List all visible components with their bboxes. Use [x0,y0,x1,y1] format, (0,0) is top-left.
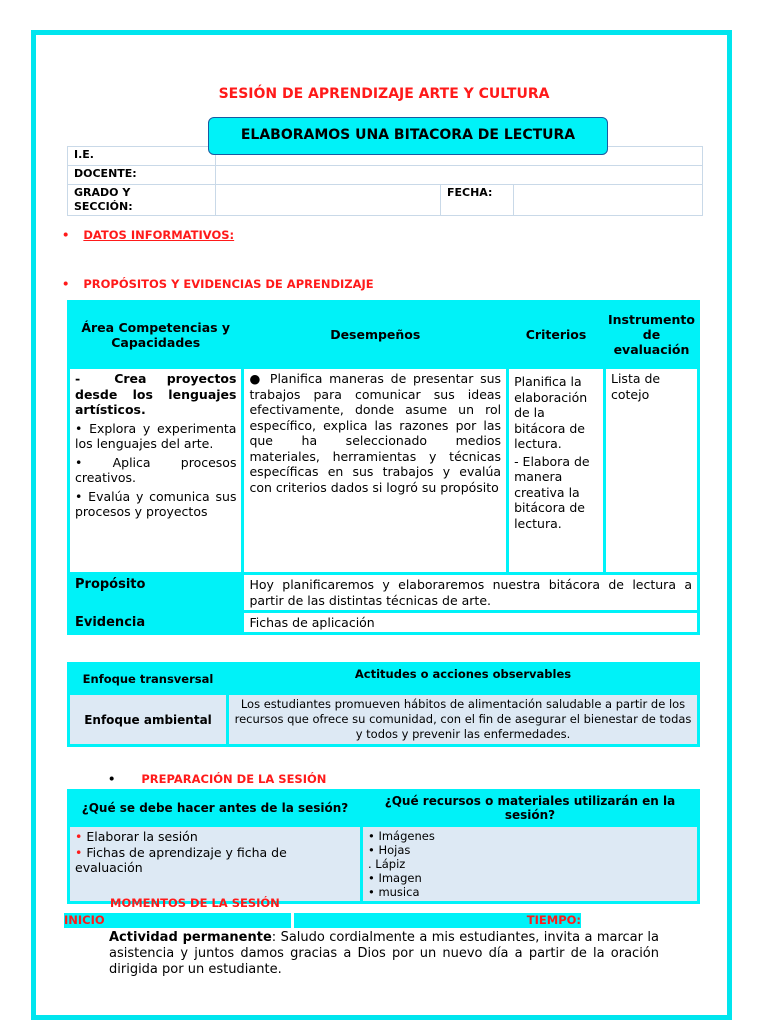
recurso-item: • Imagen [368,871,422,885]
recurso-item: • musica [368,885,420,899]
section-preparacion: • PREPARACIÓN DE LA SESIÓN [108,772,327,786]
preparacion-table [67,789,700,904]
evidencia-text: Fichas de aplicación [243,612,699,634]
header-criterios: Criterios [508,302,605,368]
actividad-text: : Saludo cordialmente a mis estudiantes, invita a marcar la asistencia y juntos damos gracias a Dios por un nuevo día a partir de la oración dirigida por un estudiante. [109,930,659,977]
desempeno-cell: ● Planifica maneras de presentar sus trabajos para comunicar sus ideas efectivamente, donde asume un rol específico, explica las razones por las que ha seleccionado medios materiales, herramientas y técnicas específicas en sus trabajos y evalúa con criterios dados si logró su propósito [243,368,508,574]
inicio-bar [64,913,291,928]
criterios-cell [508,368,605,574]
header-instrumento: Instrumento de evaluación [605,302,699,368]
grado-label: GRADO Y SECCIÓN: [68,185,216,216]
actividad-paragraph [109,930,659,978]
antes-item: • Elaborar la sesión [75,829,198,844]
enfoque-table [67,662,700,747]
recurso-item: . Lápiz [368,857,406,871]
proposito-label: Propósito [69,574,243,612]
info-table [67,146,703,216]
docente-label: DOCENTE: [68,166,216,185]
antes-header: ¿Qué se debe hacer antes de la sesión? [69,791,362,826]
recursos-cell [362,826,699,903]
proposito-text: Hoy planificaremos y elaboraremos nuestra bitácora de lectura a partir de las distintas técnicas de arte. [243,574,699,612]
section-datos: • DATOS INFORMATIVOS: [62,228,235,242]
header-desempenos: Desempeños [243,302,508,368]
grado-value [216,185,441,216]
actividad-label: Actividad permanente [109,930,272,945]
section-momentos: MOMENTOS DE LA SESIÓN [110,896,280,910]
competencia-title: - Crea proyectos desde los lenguajes artísticos. [75,371,237,417]
evidencia-label: Evidencia [69,612,243,634]
fecha-value [514,185,703,216]
actitudes-text: Los estudiantes promueven hábitos de alimentación saludable a partir de los recursos que ofrece su comunidad, con el fin de asegurar el bienestar de todas y todos y prevenir las enfermedades. [228,694,699,746]
competencia-cell [69,368,243,574]
enfoque-header: Enfoque transversal [69,664,228,694]
criterio-item: - Elabora de manera creativa la bitácora de lectura. [514,453,590,531]
fecha-label: FECHA: [441,185,514,216]
tiempo-label: TIEMPO: [526,913,581,927]
header-area: Área Competencias y Capacidades [69,302,243,368]
instrumento-cell: Lista de cotejo [605,368,699,574]
session-banner: ELABORAMOS UNA BITACORA DE LECTURA [208,117,608,155]
capacidad-item: • Evalúa y comunica sus procesos y proyectos [75,488,237,519]
recursos-header: ¿Qué recursos o materiales utilizarán en la sesión? [362,791,699,826]
ie-label: I.E. [68,147,216,166]
page-title: SESIÓN DE APRENDIZAJE ARTE Y CULTURA [218,86,550,102]
actitudes-header: Actitudes o acciones observables [228,664,699,694]
competencias-table [67,300,700,635]
antes-cell [69,826,362,903]
tiempo-bar [294,913,581,928]
capacidad-item: • Explora y experimenta los lenguajes del arte. [75,420,237,451]
section-propositos: • PROPÓSITOS Y EVIDENCIAS DE APRENDIZAJE [62,277,374,291]
criterio-item: Planifica la elaboración de la bitácora de lectura. [514,374,588,451]
capacidad-item: • Aplica procesos creativos. [75,454,237,485]
inicio-label: INICIO [64,913,105,927]
antes-item: • Fichas de aprendizaje y ficha de evaluación [75,844,287,875]
enfoque-ambiental: Enfoque ambiental [69,694,228,746]
docente-value [216,166,703,185]
recurso-item: • Hojas [368,843,411,857]
recurso-item: • Imágenes [368,829,435,843]
